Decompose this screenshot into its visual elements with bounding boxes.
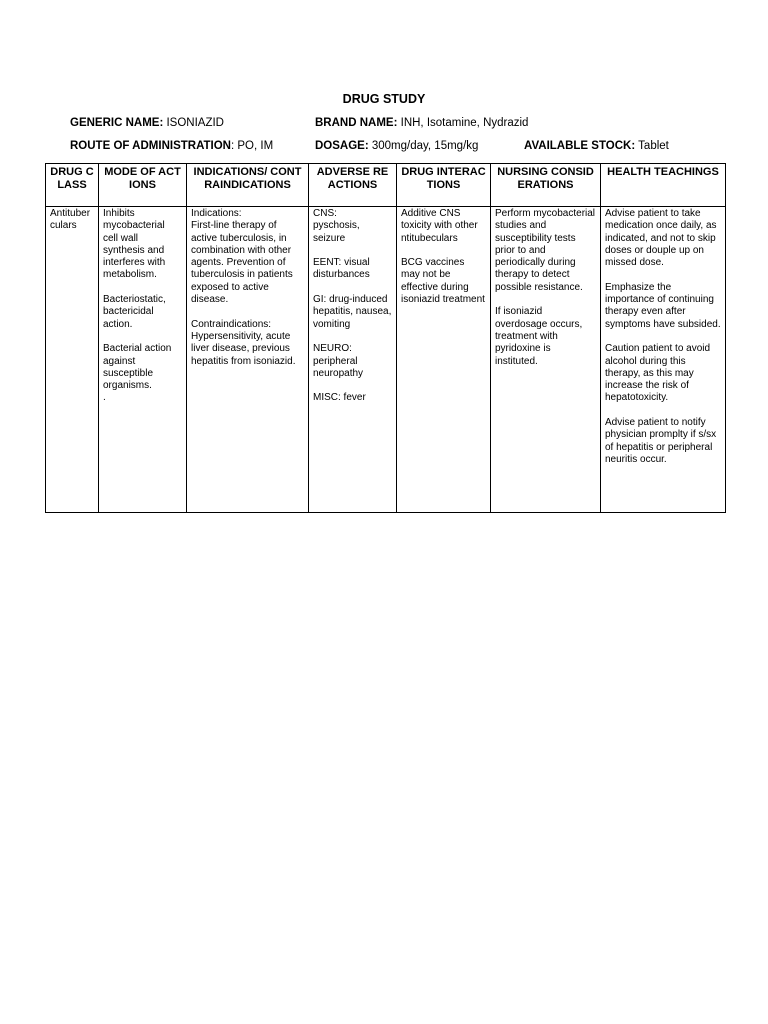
brand-name-label: BRAND NAME: xyxy=(315,117,398,129)
cell-nursing-considerations: Perform mycobacterial studies and susceptibility tests prior to and periodically during therapy to detect possible resistance. If isoniazid overdosage occurs, treatment with pyridoxine is instituted. xyxy=(491,207,601,513)
dosage-line xyxy=(315,140,478,152)
route-label: ROUTE OF ADMINISTRATION xyxy=(70,140,231,152)
header-health-teachings: HEALTH TEACHINGS xyxy=(601,164,726,207)
document-title: DRUG STUDY xyxy=(342,92,426,106)
header-indications: INDICATIONS/ CONTRAINDICATIONS xyxy=(187,164,309,207)
header-nursing-considerations: NURSING CONSIDERATIONS xyxy=(491,164,601,207)
cell-indications: Indications: First-line therapy of active tuberculosis, in combination with other agents. Prevention of tuberculosis in patients exposed to active disease. Contraindications: Hypersensitivity, acute liver disease, previous hepatitis from isoniazid. xyxy=(187,207,309,513)
cell-mode-of-actions: Inhibits mycobacterial cell wall synthesis and interferes with metabolism. Bacteriostatic, bactericidal action. Bacterial action against susceptible organisms. . xyxy=(99,207,187,513)
drug-study-table xyxy=(45,163,726,513)
brand-name-line xyxy=(315,117,528,129)
generic-name-label: GENERIC NAME: xyxy=(70,117,164,129)
dosage-label: DOSAGE: xyxy=(315,140,369,152)
cell-adverse-reactions: CNS: pyschosis, seizure EENT: visual disturbances GI: drug-induced hepatitis, nausea, vomiting NEURO: peripheral neuropathy MISC: fever xyxy=(309,207,397,513)
table-header-row xyxy=(46,164,726,207)
header-drug-interactions: DRUG INTERACTIONS xyxy=(397,164,491,207)
table-row xyxy=(46,207,726,513)
brand-name-value: INH, Isotamine, Nydrazid xyxy=(400,117,529,129)
cell-drug-interactions: Additive CNS toxicity with other ntitubeculars BCG vaccines may not be effective during isoniazid treatment xyxy=(397,207,491,513)
generic-name-value: ISONIAZID xyxy=(166,117,224,129)
header-adverse-reactions: ADVERSE REACTIONS xyxy=(309,164,397,207)
cell-health-teachings: Advise patient to take medication once daily, as indicated, and not to skip doses or douple up on missed dose. Emphasize the importance of continuing therapy even after symptoms have subsided. Caution patient to avoid alcohol during this therapy, as this may increase the risk of hepatotoxicity. Advise patient to notify physician promplty if s/sx of hepatitis or peripheral neuritis occur. xyxy=(601,207,726,513)
route-line xyxy=(70,140,273,152)
stock-value: Tablet xyxy=(638,140,669,152)
generic-name-line xyxy=(70,117,224,129)
dosage-value: 300mg/day, 15mg/kg xyxy=(371,140,479,152)
header-drug-class: DRUG CLASS xyxy=(46,164,99,207)
header-mode-of-actions: MODE OF ACTIONS xyxy=(99,164,187,207)
route-value: : PO, IM xyxy=(231,140,274,152)
stock-label: AVAILABLE STOCK: xyxy=(524,140,636,152)
cell-drug-class: Antituber culars xyxy=(46,207,99,513)
stock-line xyxy=(524,140,669,152)
